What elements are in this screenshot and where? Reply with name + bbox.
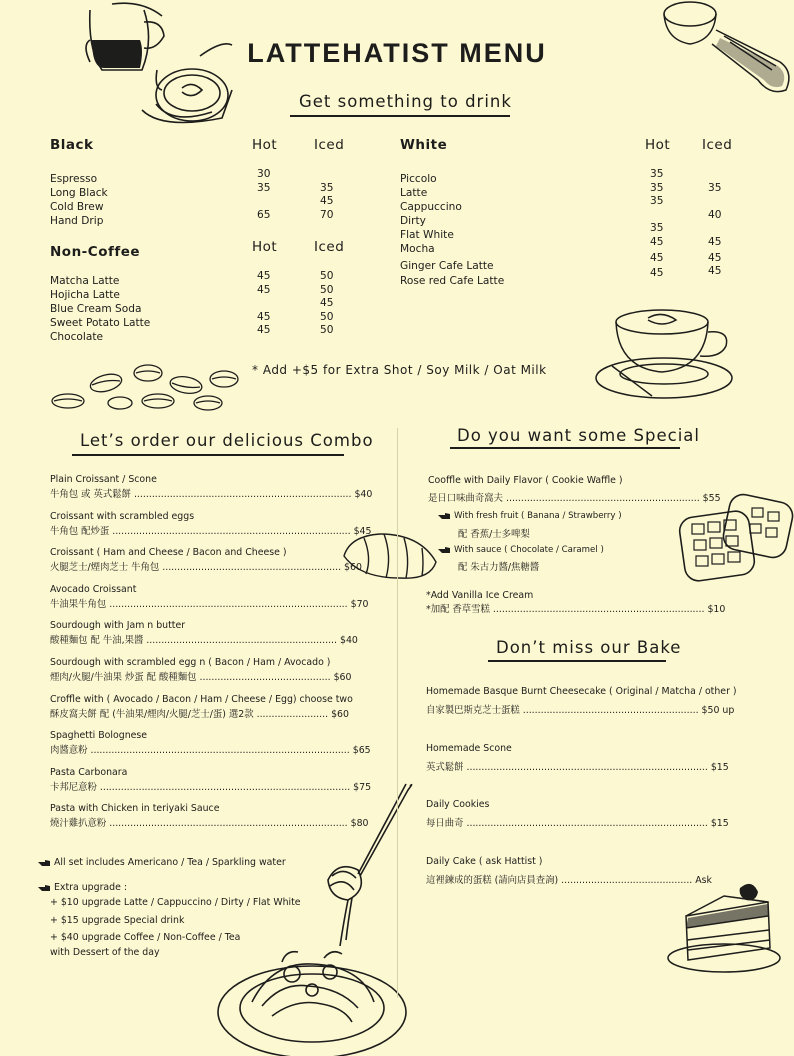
upgrade-label — [38, 880, 127, 895]
combo-item — [50, 509, 372, 546]
sauce-option-zh: 配 朱古力醬/焦糖醬 — [458, 562, 540, 573]
bake-title-underline — [488, 660, 666, 662]
price: 50 — [320, 283, 334, 296]
price: 35 — [708, 181, 722, 194]
white-items — [400, 172, 504, 288]
portafilter-icon — [660, 0, 794, 100]
price: 45 — [257, 310, 271, 323]
price: 45 — [650, 235, 664, 248]
upgrade-item: + $15 upgrade Special drink — [50, 914, 185, 926]
combo-item-en: Spaghetti Bolognese — [50, 730, 148, 742]
special-item-en: Cooffle with Daily Flavor ( Cookie Waffle ) — [428, 475, 623, 486]
price: 45 — [320, 297, 334, 310]
combo-title-underline — [72, 454, 344, 456]
price: 70 — [320, 208, 334, 221]
drink-item: Matcha Latte — [50, 275, 120, 287]
bake-item-en: Homemade Scone — [426, 742, 512, 754]
set-note-text: All set includes Americano / Tea / Sparkling water — [54, 857, 286, 868]
noncoffee-items — [50, 274, 150, 344]
bake-item — [426, 797, 737, 854]
drink-item: Blue Cream Soda — [50, 303, 142, 315]
combo-item-en: Sourdough with Jam n butter — [50, 620, 186, 632]
price: 35 — [650, 195, 664, 208]
drink-item: Ginger Cafe Latte — [400, 260, 494, 272]
drink-item: Long Black — [50, 187, 108, 199]
combo-item-zh: 牛油果牛角包 ................................................................................ $70 — [50, 598, 369, 610]
special-title-underline — [450, 447, 680, 449]
drink-item: Dirty — [400, 215, 426, 227]
price: 35 — [320, 181, 334, 194]
icecream-addon-en: *Add Vanilla Ice Cream — [426, 590, 534, 601]
price: 35 — [650, 168, 664, 180]
price: 50 — [320, 324, 334, 337]
drinks-title-underline — [290, 115, 510, 117]
white-heading: White — [400, 137, 448, 153]
black-iced-label: Iced — [314, 137, 345, 153]
white-iced-label: Iced — [702, 137, 733, 153]
set-note — [38, 855, 286, 870]
sauce-option — [438, 545, 604, 555]
combo-list — [50, 472, 373, 838]
bake-item — [426, 741, 737, 798]
combo-item-zh: 牛角包 配炒蛋 ................................................................................ $45 — [50, 525, 372, 537]
price: 45 — [320, 195, 334, 208]
black-items — [50, 172, 108, 228]
price: 30 — [257, 168, 271, 180]
drink-item: Latte — [400, 187, 428, 199]
upgrade-label-text: Extra upgrade : — [54, 882, 128, 893]
combo-item-en: Croissant with scrambled eggs — [50, 510, 195, 522]
bake-item-zh: 這裡鍊成的蛋糕 (請向店員查詢) ............................................ Ask — [426, 874, 712, 886]
price: 35 — [650, 222, 664, 235]
drink-item: Espresso — [50, 173, 98, 185]
drink-item: Chocolate — [50, 331, 104, 343]
special-item — [428, 473, 721, 506]
price: 50 — [320, 310, 334, 323]
special-section-title: Do you want some Special — [457, 426, 700, 445]
coffee-beans-icon — [48, 355, 238, 415]
drink-item: Cold Brew — [50, 201, 104, 213]
price — [708, 168, 721, 182]
price: 45 — [650, 251, 664, 264]
bake-item — [426, 854, 737, 911]
price: 45 — [708, 264, 722, 277]
drink-item: Sweet Potato Latte — [50, 317, 151, 329]
noncoffee-heading: Non-Coffee — [50, 244, 141, 260]
combo-item-zh: 火腿芝士/煙肉芝士 牛角包 ............................................................ $60 — [50, 562, 362, 574]
price: 35 — [650, 181, 664, 194]
combo-item — [50, 728, 371, 765]
bake-item-zh: 自家製巴斯克芝士蛋糕 ........................................................... $50 up — [426, 705, 735, 716]
icecream-addon-zh: *加配 香草雪糕 ....................................................................... $10 — [426, 604, 726, 615]
combo-item-en: Pasta Carbonara — [50, 766, 128, 778]
latte-art-pour-icon — [82, 0, 242, 140]
drink-item: Mocha — [400, 243, 435, 255]
bake-item — [426, 684, 737, 741]
column-divider — [397, 428, 398, 998]
pointing-hand-icon — [38, 884, 51, 892]
combo-section-title: Let’s order our delicious Combo — [80, 431, 374, 450]
price: 45 — [257, 270, 271, 282]
white-hot-label: Hot — [645, 137, 671, 153]
combo-item — [50, 545, 362, 582]
combo-item — [50, 765, 372, 802]
addon-note: * Add +$5 for Extra Shot / Soy Milk / Oat Milk — [252, 363, 547, 377]
price: 45 — [650, 266, 664, 279]
price: 45 — [257, 283, 271, 296]
sauce-option-en: With sauce ( Chocolate / Caramel ) — [454, 545, 604, 555]
price: 45 — [708, 235, 722, 248]
combo-item-en: Sourdough with scrambled egg n ( Bacon / Ham / Avocado ) — [50, 656, 331, 668]
drink-item: Flat White — [400, 229, 454, 241]
price: 35 — [257, 181, 271, 194]
waffle-icon — [676, 494, 794, 594]
bake-item-en: Daily Cake ( ask Hattist ) — [426, 855, 543, 867]
bake-section-title: Don’t miss our Bake — [496, 638, 682, 657]
combo-item-en: Avocado Croissant — [50, 583, 137, 595]
combo-item — [50, 582, 369, 619]
combo-item-zh: 燒汁雞扒意粉 ................................................................................ $80 — [50, 818, 369, 830]
price: 65 — [257, 208, 271, 221]
drink-item: Hand Drip — [50, 215, 104, 227]
menu-title: LATTEHATIST MENU — [247, 38, 547, 68]
white-hot-prices — [650, 168, 663, 281]
noncoffee-hot-prices — [257, 270, 270, 338]
price: 45 — [257, 324, 271, 337]
black-heading: Black — [50, 137, 94, 153]
upgrade-item: with Dessert of the day — [50, 946, 160, 958]
combo-item-zh: 煙肉/火腿/牛油果 炒蛋 配 酸種麵包 ............................................ $60 — [50, 671, 352, 683]
drink-item: Rose red Cafe Latte — [400, 275, 505, 287]
combo-item-en: Pasta with Chicken in teriyaki Sauce — [50, 803, 220, 815]
price — [257, 195, 270, 209]
drink-item: Piccolo — [400, 173, 437, 185]
drink-item: Hojicha Latte — [50, 289, 120, 301]
combo-item-zh: 酸種麵包 配 牛油,果醬 ................................................................ $40 — [50, 635, 358, 647]
special-item-zh: 是日口味曲奇窩夫 ................................................................. $55 — [428, 493, 721, 504]
upgrade-item: + $40 upgrade Coffee / Non-Coffee / Tea — [50, 932, 241, 943]
black-iced-prices — [320, 168, 333, 222]
noncoffee-iced-label: Iced — [314, 239, 345, 255]
combo-item-en: Plain Croissant / Scone — [50, 474, 157, 485]
drink-item: Cappuccino — [400, 201, 462, 213]
combo-item — [50, 472, 373, 509]
bake-item-en: Homemade Basque Burnt Cheesecake ( Original / Matcha / other ) — [426, 686, 737, 697]
black-hot-label: Hot — [252, 137, 278, 153]
fruit-option-zh: 配 香蕉/士多啤梨 — [458, 529, 530, 540]
noncoffee-hot-label: Hot — [252, 239, 278, 255]
fruit-option-en: With fresh fruit ( Banana / Strawberry ) — [454, 511, 622, 521]
pointing-hand-icon — [438, 546, 451, 554]
combo-item — [50, 801, 369, 838]
bake-item-zh: 英式鬆餅 ................................................................................. $15 — [426, 761, 729, 773]
price: 45 — [708, 251, 722, 264]
combo-item-zh: 牛角包 或 英式鬆餅 ......................................................................... $40 — [50, 489, 373, 500]
price — [257, 297, 270, 311]
black-hot-prices — [257, 168, 270, 222]
price: 40 — [708, 208, 722, 221]
combo-item-zh: 肉醬意粉 ....................................................................................... $65 — [50, 745, 371, 757]
bake-item-en: Daily Cookies — [426, 799, 490, 811]
upgrade-list — [50, 894, 301, 961]
noncoffee-iced-prices — [320, 270, 333, 338]
bake-list — [426, 684, 737, 910]
pointing-hand-icon — [38, 859, 51, 867]
price: 50 — [320, 270, 334, 282]
price — [650, 209, 663, 223]
combo-item — [50, 655, 350, 692]
price — [708, 222, 721, 236]
combo-item — [50, 618, 358, 655]
coffee-cup-icon — [592, 306, 742, 402]
pointing-hand-icon — [438, 512, 451, 520]
fruit-option — [438, 511, 622, 521]
combo-item-en: Croissant ( Ham and Cheese / Bacon and Cheese ) — [50, 547, 287, 559]
upgrade-item: + $10 upgrade Latte / Cappuccino / Dirty / Flat White — [50, 897, 301, 908]
combo-item-en: Croffle with ( Avocado / Bacon / Ham / Cheese / Egg) choose two — [50, 693, 353, 705]
white-iced-prices — [708, 168, 721, 279]
combo-item — [50, 692, 353, 729]
bake-item-zh: 每日曲奇 ................................................................................. $15 — [426, 818, 729, 830]
combo-item-zh: 酥皮窩夫餅 配 (牛油果/煙肉/火腿/芝士/蛋) 選2款 ........................ $60 — [50, 708, 349, 720]
price — [708, 195, 721, 209]
combo-item-zh: 卡邦尼意粉 .................................................................................... $75 — [50, 781, 372, 793]
price — [320, 168, 333, 182]
icecream-addon — [426, 588, 725, 617]
drinks-section-title: Get something to drink — [299, 92, 512, 111]
